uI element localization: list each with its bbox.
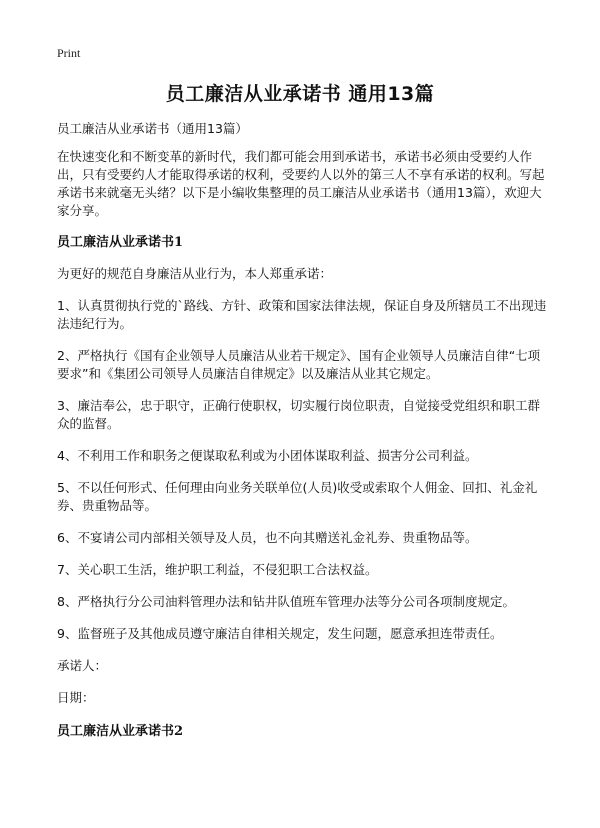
date-label: 日期： [57, 690, 95, 705]
document-body [57, 120, 547, 741]
pledge-item: 8、严格执行分公司油料管理办法和钻井队值班车管理办法等分公司各项制度规定。 [57, 594, 515, 609]
pledge-lead: 为更好的规范自身廉洁从业行为，本人郑重承诺： [57, 266, 333, 281]
pledge-item: 6、不宴请公司内部相关领导及人员，也不向其赠送礼金礼券、贵重物品等。 [57, 530, 478, 545]
pledge-item: 1、认真贯彻执行党的`路线、方针、政策和国家法律法规，保证自身及所辖员工不出现违法违纪行为。 [57, 298, 547, 331]
print-label: Print [57, 46, 81, 60]
pledge-item: 4、不利用工作和职务之便谋取私利或为小团体谋取利益、损害分公司利益。 [57, 448, 478, 463]
pledge-item: 2、严格执行《国有企业领导人员廉洁从业若干规定》、国有企业领导人员廉洁自律“七项要求”和《集团公司领导人员廉洁自律规定》以及廉洁从业其它规定。 [57, 348, 541, 381]
intro-paragraph: 在快速变化和不断变革的新时代，我们都可能会用到承诺书，承诺书必须由受要约人作出，只有受要约人才能取得承诺的权利，受要约人以外的第三人不享有承诺的权利。写起承诺书来就毫无头绪？以下是小编收集整理的员工廉洁从业承诺书（通用13篇），欢迎大家分享。 [57, 149, 545, 218]
signer-label: 承诺人： [57, 658, 108, 673]
section-2-heading: 员工廉洁从业承诺书2 [57, 724, 184, 739]
pledge-item: 9、监督班子及其他成员遵守廉洁自律相关规定，发生问题，愿意承担连带责任。 [57, 626, 503, 641]
page-title: 员工廉洁从业承诺书 通用13篇 [165, 83, 435, 105]
pledge-item: 7、关心职工生活，维护职工利益，不侵犯职工合法权益。 [57, 562, 378, 577]
document-subtitle: 员工廉洁从业承诺书（通用13篇） [57, 121, 248, 136]
pledge-item: 3、廉洁奉公，忠于职守，正确行使职权，切实履行岗位职责，自觉接受党组织和职工群众的监督。 [57, 398, 540, 431]
pledge-item: 5、不以任何形式、任何理由向业务关联单位(人员)收受或索取个人佣金、回扣、礼金礼券、贵重物品等。 [57, 480, 538, 513]
section-1-heading: 员工廉洁从业承诺书1 [57, 235, 184, 250]
